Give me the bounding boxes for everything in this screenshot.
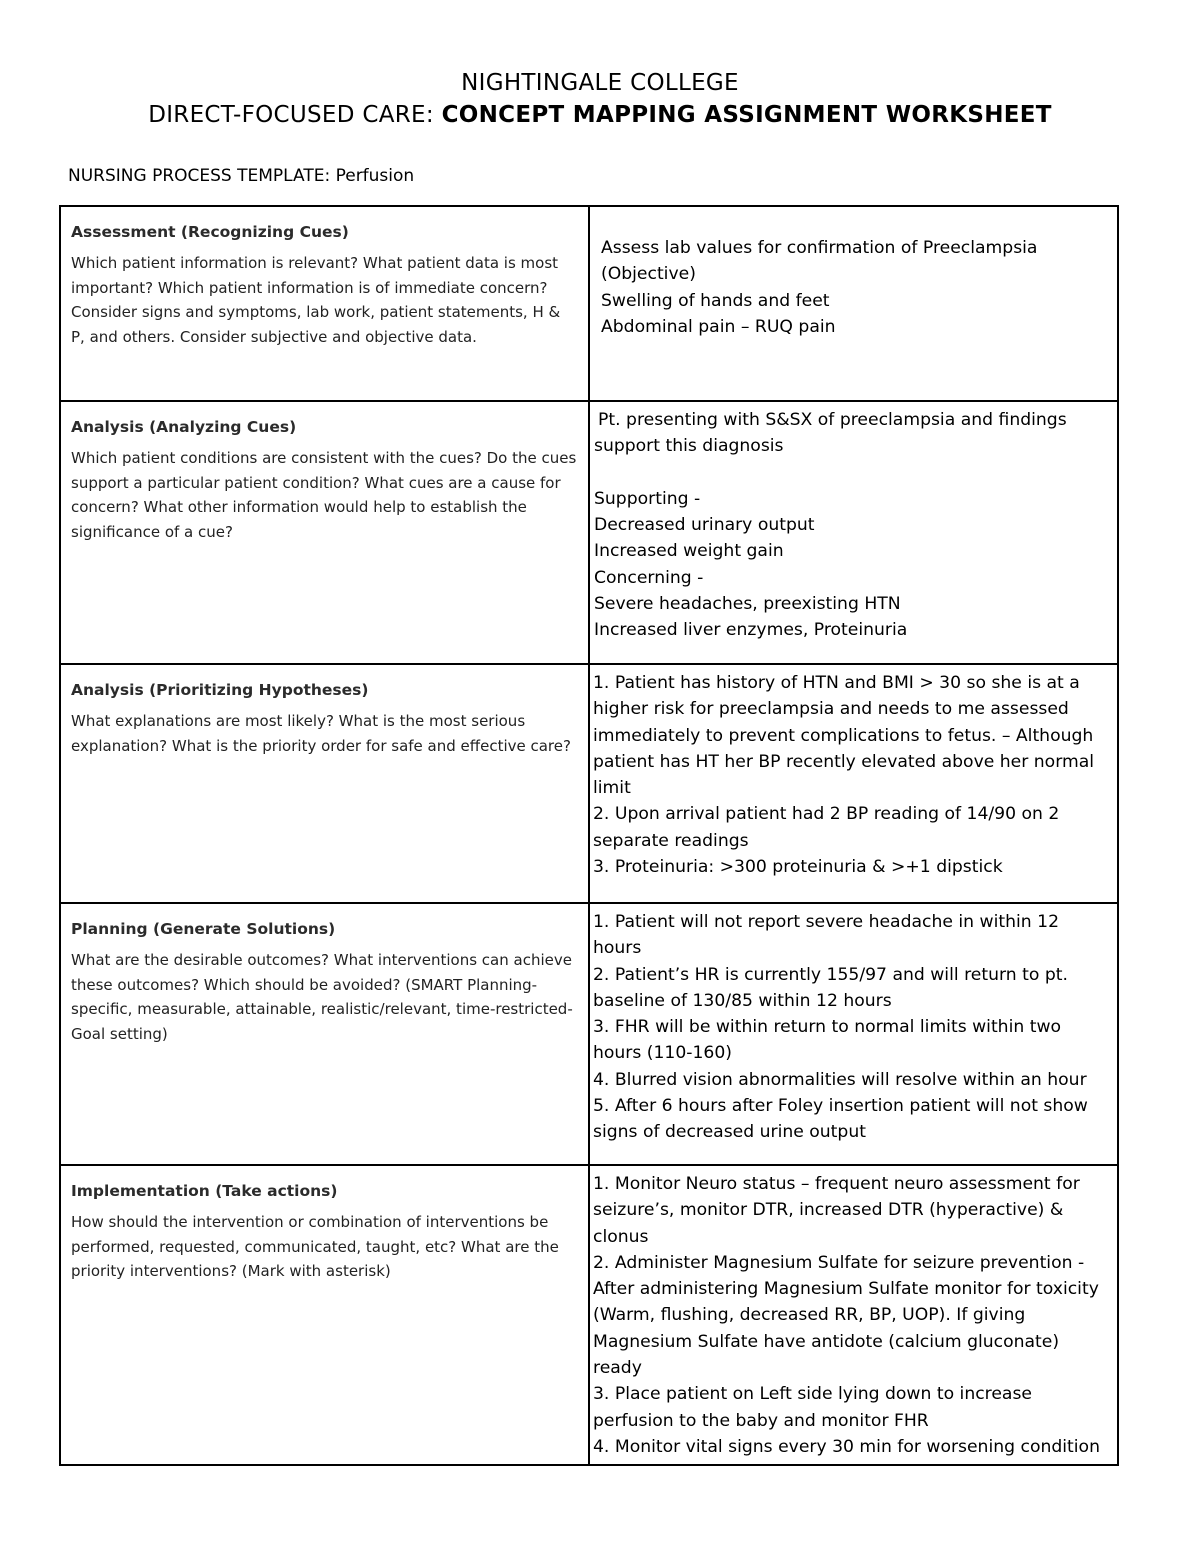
table-row [60, 206, 1118, 401]
answer-cell [589, 1165, 1118, 1465]
answer-line: hours [593, 938, 642, 959]
answer-line: Concerning - [594, 567, 704, 588]
answer-blank-line [594, 460, 1113, 486]
answer-line: 1. Monitor Neuro status – frequent neuro assessment for [593, 1174, 1080, 1194]
answer-line: Decreased urinary output [594, 515, 815, 536]
prompt-cell [60, 206, 589, 401]
prompt-cell [60, 664, 589, 903]
template-label: NURSING PROCESS TEMPLATE: Perfusion [68, 166, 415, 186]
step-question: What are the desirable outcomes? What interventions can achieve these outcomes? Which should be avoided? (SMART Planning-specific, measurable, attainable, realistic/relevant, time-restricted-Goal setting) [71, 951, 573, 1043]
table-row [60, 401, 1118, 664]
answer-line: separate readings [593, 830, 749, 851]
answer-line: 2. Administer Magnesium Sulfate for seizure prevention - [593, 1252, 1085, 1273]
answer-line: ready [593, 1358, 642, 1379]
answer-line: Pt. presenting with S&SX of preeclampsia and findings [598, 410, 1067, 430]
answer-line: 2. Upon arrival patient had 2 BP reading of 14/90 on 2 [593, 804, 1060, 825]
answer-line: 3. FHR will be within return to normal limits within two [593, 1017, 1062, 1038]
table-row [60, 1165, 1118, 1465]
answer-line: Magnesium Sulfate have antidote (calcium gluconate) [593, 1331, 1060, 1352]
answer-line: 1. Patient has history of HTN and BMI > 30 so she is at a [593, 673, 1080, 693]
college-name: NIGHTINGALE COLLEGE [461, 70, 739, 96]
answer-cell [589, 401, 1118, 664]
answer-line: 3. Place patient on Left side lying down to increase [593, 1384, 1032, 1405]
worksheet-title-prefix: DIRECT-FOCUSED CARE: [148, 102, 442, 128]
prompt-cell [60, 1165, 589, 1465]
table-row [60, 664, 1118, 903]
answer-line: Severe headaches, preexisting HTN [594, 594, 901, 615]
answer-line: (Warm, flushing, decreased RR, BP, UOP). If giving [593, 1305, 1026, 1326]
answer-line: higher risk for preeclampsia and needs to me assessed [593, 699, 1069, 720]
step-question: Which patient information is relevant? What patient data is most important? Which patient information is of immediate concern? Consider signs and symptoms, lab work, patient statements, H & P, and others. Consider subjective and objective data. [71, 254, 561, 346]
step-question: What explanations are most likely? What is the most serious explanation? What is the priority order for safe and effective care? [71, 712, 571, 755]
answer-line: Increased weight gain [594, 541, 784, 562]
answer-line: signs of decreased urine output [593, 1122, 866, 1143]
answer-line: 4. Blurred vision abnormalities will resolve within an hour [593, 1069, 1087, 1090]
answer-line: Abdominal pain – RUQ pain [601, 316, 836, 337]
step-question: How should the intervention or combination of interventions be performed, requested, communicated, taught, etc? What are the priority interventions? (Mark with asterisk) [71, 1213, 559, 1280]
step-heading: Analysis (Prioritizing Hypotheses) [71, 681, 369, 699]
answer-line: hours (110-160) [593, 1043, 733, 1064]
answer-line: 5. After 6 hours after Foley insertion patient will not show [593, 1096, 1088, 1117]
step-heading: Implementation (Take actions) [71, 1182, 338, 1200]
worksheet-title [0, 102, 1200, 128]
answer-line: perfusion to the baby and monitor FHR [593, 1410, 929, 1431]
step-heading: Planning (Generate Solutions) [71, 920, 336, 938]
nursing-process-table [59, 205, 1119, 1466]
answer-line: Increased liver enzymes, Proteinuria [594, 620, 908, 641]
step-heading: Assessment (Recognizing Cues) [71, 223, 349, 241]
answer-line: Swelling of hands and feet [601, 290, 830, 311]
answer-line: Assess lab values for confirmation of Preeclampsia [601, 238, 1038, 258]
prompt-cell [60, 903, 589, 1165]
answer-line: support this diagnosis [594, 436, 784, 457]
answer-line: patient has HT her BP recently elevated above her normal [593, 751, 1095, 772]
answer-line: 4. Monitor vital signs every 30 min for worsening condition [593, 1436, 1100, 1457]
answer-line: 3. Proteinuria: >300 proteinuria & >+1 dipstick [593, 857, 1003, 878]
answer-line: After administering Magnesium Sulfate monitor for toxicity [593, 1279, 1099, 1300]
answer-line: limit [593, 778, 631, 799]
answer-line: baseline of 130/85 within 12 hours [593, 990, 892, 1011]
answer-line: (Objective) [601, 264, 696, 285]
answer-line: seizure’s, monitor DTR, increased DTR (hyperactive) & [593, 1200, 1064, 1221]
answer-line: immediately to prevent complications to fetus. – Although [593, 725, 1094, 746]
answer-cell [589, 903, 1118, 1165]
answer-line: 1. Patient will not report severe headache in within 12 [593, 912, 1060, 932]
answer-line: 2. Patient’s HR is currently 155/97 and will return to pt. [593, 964, 1068, 985]
answer-line: Supporting - [594, 488, 701, 509]
step-question: Which patient conditions are consistent with the cues? Do the cues support a particular patient condition? What cues are a cause for concern? What other information would help to establish the significance of a cue? [71, 449, 577, 541]
table-row [60, 903, 1118, 1165]
answer-cell [589, 664, 1118, 903]
worksheet-title-bold: CONCEPT MAPPING ASSIGNMENT WORKSHEET [441, 102, 1052, 128]
answer-line: clonus [593, 1226, 649, 1247]
prompt-cell [60, 401, 589, 664]
answer-cell [589, 206, 1118, 401]
step-heading: Analysis (Analyzing Cues) [71, 418, 297, 436]
